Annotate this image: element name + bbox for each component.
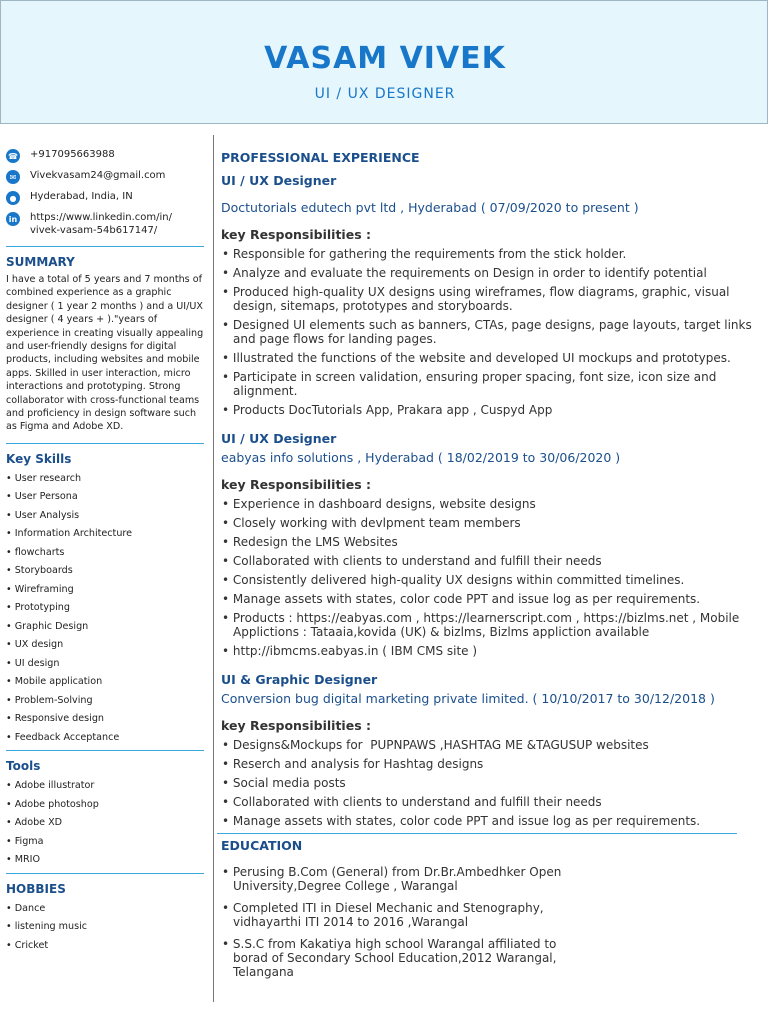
linkedin-link[interactable]: https://www.linkedin.com/in/ vivek-vasam-54b617147/: [30, 212, 172, 236]
phone-text: +917095663988: [30, 149, 115, 160]
location-pin-icon: ●: [6, 191, 20, 205]
sidebar-rule: [6, 873, 204, 874]
skills-item: • Prototyping: [6, 599, 204, 618]
responsibility-item: • Reserch and analysis for Hashtag designs: [221, 757, 761, 771]
summary-title: SUMMARY: [6, 255, 75, 269]
skills-item: • Storyboards: [6, 562, 204, 581]
responsibility-item: • Products DocTutorials App, Prakara app , Cuspyd App: [221, 403, 761, 417]
responsibility-item: • Designed UI elements such as banners, CTAs, page designs, page layouts, target links and page flows for landing pages.: [221, 318, 761, 346]
responsibility-item: • Analyze and evaluate the requirements on Design in order to identify potential: [221, 266, 761, 280]
education-title: EDUCATION: [221, 838, 303, 853]
job-company: eabyas info solutions , Hyderabad ( 18/02/2019 to 30/06/2020 ): [221, 450, 621, 465]
column-divider: [213, 135, 214, 1002]
tools-title: Tools: [6, 759, 41, 774]
responsibility-item: • Products : https://eabyas.com , https://learnerscript.com , https://bizlms.net , Mobile Applictions : Tataaia,kovida (UK) & bizlms, Bizlms appliction available: [221, 611, 761, 639]
job-entry: [221, 173, 761, 417]
skills-item: • Responsive design: [6, 710, 204, 729]
responsibilities-label: key Responsibilities :: [221, 227, 371, 242]
skills-list: [6, 470, 204, 748]
tools-list: [6, 777, 204, 870]
hobbies-list: [6, 900, 204, 956]
main-content: [221, 150, 761, 987]
skills-item: • User Analysis: [6, 507, 204, 526]
responsibilities-label: key Responsibilities :: [221, 477, 371, 492]
contact-linkedin: [6, 211, 204, 237]
responsibility-item: • Consistently delivered high-quality UX designs within committed timelines.: [221, 573, 761, 587]
job-title: UI & Graphic Designer: [221, 672, 378, 687]
hobbies-item: • Cricket: [6, 937, 204, 956]
skills-item: • Information Architecture: [6, 525, 204, 544]
skills-item: • Graphic Design: [6, 618, 204, 637]
contact-phone: [6, 148, 204, 163]
tools-item: • Adobe photoshop: [6, 796, 204, 815]
responsibility-item: • Closely working with devlpment team members: [221, 516, 761, 530]
skills-item: • Mobile application: [6, 673, 204, 692]
tools-item: • Adobe illustrator: [6, 777, 204, 796]
responsibility-item: • Social media posts: [221, 776, 761, 790]
job-entry: [221, 431, 761, 658]
skills-item: • Problem-Solving: [6, 692, 204, 711]
responsibility-item: • Experience in dashboard designs, website designs: [221, 497, 761, 511]
skills-title: Key Skills: [6, 451, 72, 466]
tools-item: • Adobe XD: [6, 814, 204, 833]
responsibility-item: • Responsible for gathering the requirements from the stick holder.: [221, 247, 761, 261]
responsibility-item: • Manage assets with states, color code PPT and issue log as per requirements.: [221, 814, 761, 828]
sidebar-rule: [6, 750, 204, 751]
education-rule: [217, 833, 737, 834]
candidate-role: UI / UX DESIGNER: [314, 86, 456, 102]
skills-item: • User Persona: [6, 488, 204, 507]
sidebar: [6, 148, 204, 955]
education-item: • S.S.C from Kakatiya high school Warangal affiliated to borad of Secondary School Education,2012 Warangal, Telangana: [221, 937, 588, 979]
responsibility-item: • Produced high-quality UX designs using wireframes, flow diagrams, graphic, visual design, sitemaps, prototypes and storyboards.: [221, 285, 761, 313]
responsibilities-label: key Responsibilities :: [221, 718, 371, 733]
jobs-list: [221, 173, 761, 828]
contact-location: [6, 190, 204, 205]
skills-item: • User research: [6, 470, 204, 489]
job-title: UI / UX Designer: [221, 431, 337, 446]
job-company: Conversion bug digital marketing private limited. ( 10/10/2017 to 30/12/2018 ): [221, 691, 715, 706]
responsibility-item: • http://ibmcms.eabyas.in ( IBM CMS site ): [221, 644, 761, 658]
education-item: • Completed ITI in Diesel Mechanic and Stenography, vidhayarthi ITI 2014 to 2016 ,Warangal: [221, 901, 588, 929]
responsibility-item: • Collaborated with clients to understand and fulfill their needs: [221, 795, 761, 809]
job-title: UI / UX Designer: [221, 173, 337, 188]
email-icon: ✉: [6, 170, 20, 184]
responsibility-item: • Redesign the LMS Websites: [221, 535, 761, 549]
tools-item: • MRIO: [6, 851, 204, 870]
sidebar-rule: [6, 246, 204, 247]
job-company: Doctutorials edutech pvt ltd , Hyderabad ( 07/09/2020 to present ): [221, 200, 639, 215]
responsibility-item: • Collaborated with clients to understand and fulfill their needs: [221, 554, 761, 568]
responsibility-item: • Illustrated the functions of the website and developed UI mockups and prototypes.: [221, 351, 761, 365]
responsibility-item: • Designs&Mockups for PUPNPAWS ,HASHTAG ME &TAGUSUP websites: [221, 738, 761, 752]
hobbies-title: HOBBIES: [6, 881, 66, 896]
experience-title: PROFESSIONAL EXPERIENCE: [221, 150, 420, 165]
education-list: [221, 865, 761, 979]
skills-item: • UX design: [6, 636, 204, 655]
hobbies-item: • Dance: [6, 900, 204, 919]
education-item: • Perusing B.Com (General) from Dr.Br.Ambedhker Open University,Degree College , Warangal: [221, 865, 588, 893]
skills-item: • Wireframing: [6, 581, 204, 600]
location-text: Hyderabad, India, IN: [30, 191, 133, 202]
responsibility-item: • Manage assets with states, color code PPT and issue log as per requirements.: [221, 592, 761, 606]
candidate-name: VASAM VIVEK: [264, 41, 506, 76]
linkedin-icon: in: [6, 212, 20, 226]
tools-item: • Figma: [6, 833, 204, 852]
summary-text: I have a total of 5 years and 7 months of combined experience as a graphic designer ( 1 year 2 months ) and a UI/UX designer ( 4 years + )."years of experience in creating visually appealing and user-friendly designs for digital products, including websites and mobile apps. Skilled in user interaction, micro interactions and prototyping. Strong collaborator with cross-functional teams and proficiency in design software such as Figma and Adobe XD.: [6, 274, 204, 433]
header-banner: [0, 0, 768, 124]
skills-item: • UI design: [6, 655, 204, 674]
phone-icon: ☎: [6, 149, 20, 163]
hobbies-item: • listening music: [6, 918, 204, 937]
email-text: Vivekvasam24@gmail.com: [30, 170, 166, 181]
sidebar-rule: [6, 443, 204, 444]
contact-email: [6, 169, 204, 184]
responsibility-item: • Participate in screen validation, ensuring proper spacing, font size, icon size and alignment.: [221, 370, 761, 398]
job-entry: [221, 672, 761, 828]
skills-item: • flowcharts: [6, 544, 204, 563]
skills-item: • Feedback Acceptance: [6, 729, 204, 748]
